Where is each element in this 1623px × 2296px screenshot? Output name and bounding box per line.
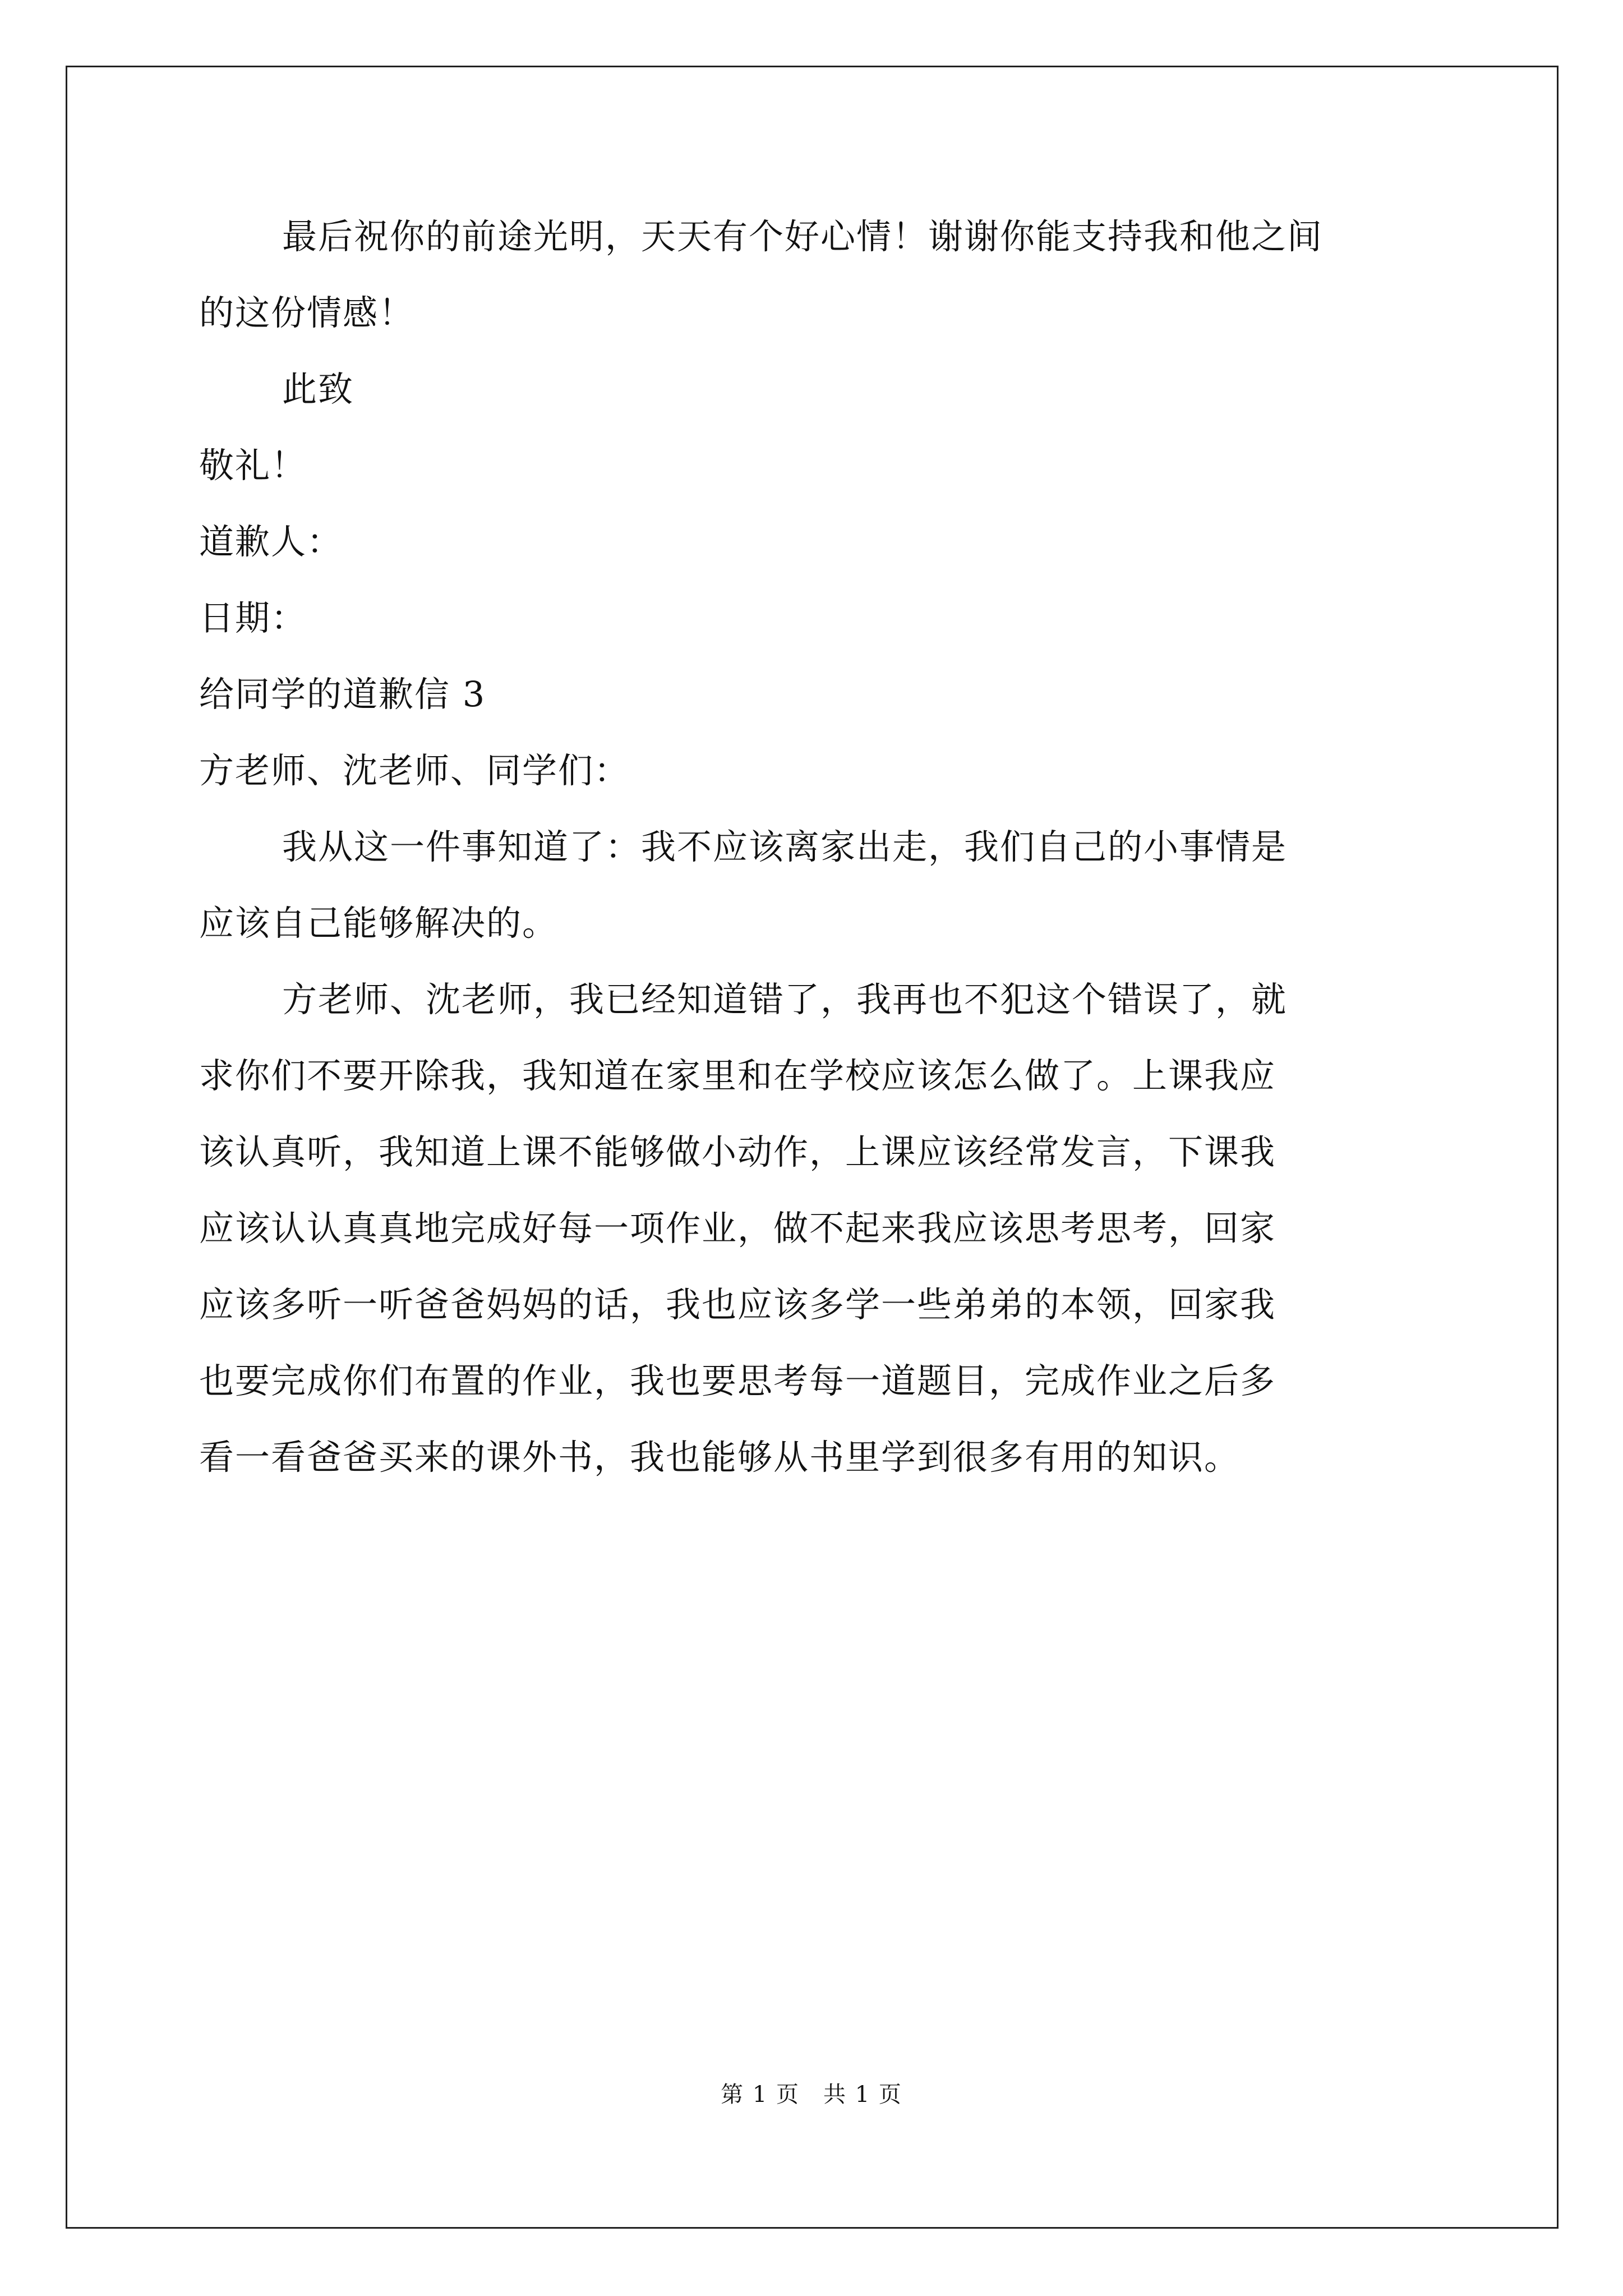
- text-line: 方老师、沈老师，我已经知道错了，我再也不犯这个错误了，就: [282, 979, 1288, 1020]
- text-line: 的这份情感！: [199, 292, 415, 333]
- text-line: 应该多听一听爸爸妈妈的话，我也应该多学一些弟弟的本领，回家我: [199, 1284, 1276, 1325]
- text-line: 应该认认真真地完成好每一项作业，做不起来我应该思考思考，回家: [199, 1208, 1276, 1249]
- page-number-footer: 第 1 页 共 1 页: [721, 2082, 902, 2108]
- letter-greeting: 方老师、沈老师、同学们：: [199, 750, 630, 791]
- text-line: 看一看爸爸买来的课外书，我也能够从书里学到很多有用的知识。: [199, 1437, 1241, 1478]
- signature-label: 道歉人：: [199, 521, 343, 562]
- document-body: [199, 212, 1432, 1482]
- text-line: 应该自己能够解决的。: [199, 903, 559, 944]
- text-line: 我从这一件事知道了：我不应该离家出走，我们自己的小事情是: [282, 826, 1288, 867]
- text-line: 该认真听，我知道上课不能够做小动作，上课应该经常发言，下课我: [199, 1131, 1276, 1172]
- text-line: 也要完成你们布置的作业，我也要思考每一道题目，完成作业之后多: [199, 1360, 1276, 1401]
- closing-regards: 敬礼！: [199, 445, 307, 486]
- text-line: 最后祝你的前途光明，天天有个好心情！谢谢你能支持我和他之间: [282, 216, 1324, 257]
- closing-salutation: 此致: [282, 369, 354, 409]
- letter-title: 给同学的道歉信 3: [199, 674, 486, 715]
- date-label: 日期：: [199, 597, 307, 638]
- text-line: 求你们不要开除我，我知道在家里和在学校应该怎么做了。上课我应: [199, 1055, 1276, 1096]
